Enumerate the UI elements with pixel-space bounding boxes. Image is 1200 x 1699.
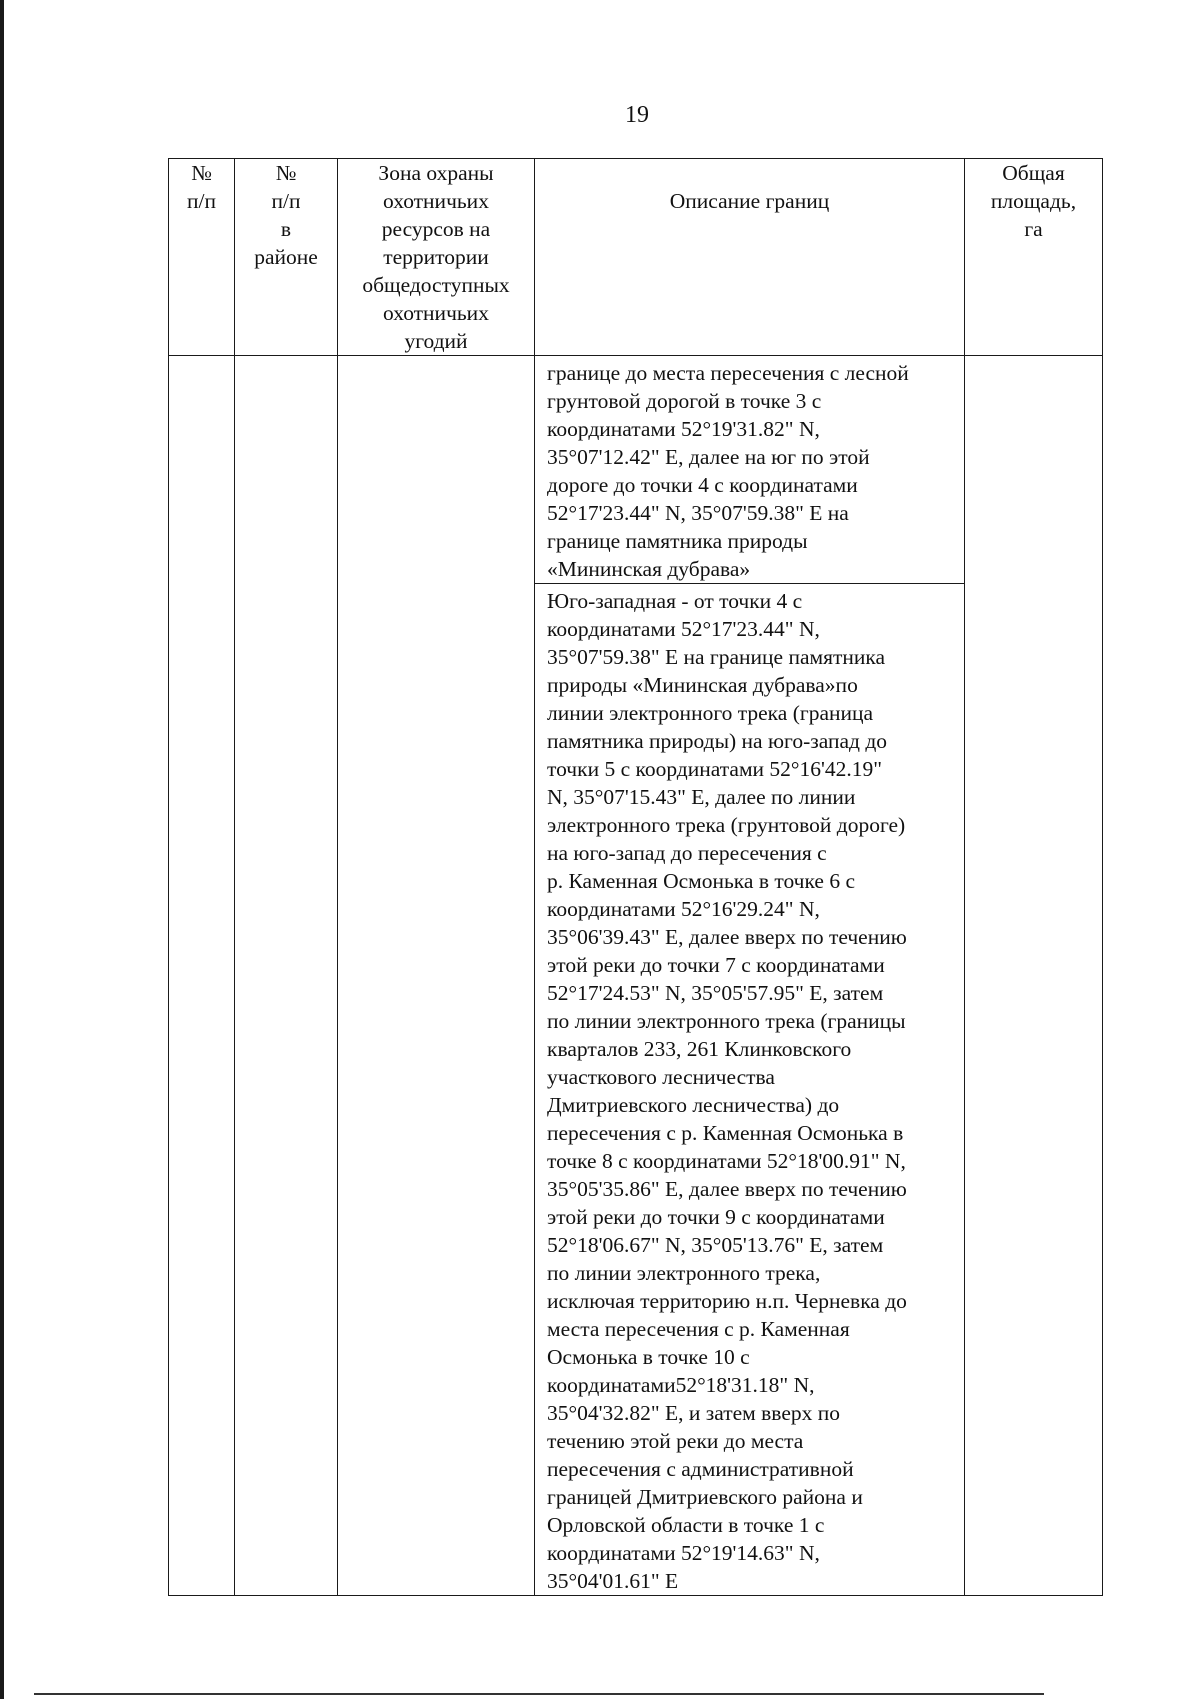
description-line: Осмонька в точке 10 с bbox=[547, 1345, 750, 1369]
header-zone bbox=[338, 159, 535, 356]
header-num-district-line: в bbox=[280, 217, 292, 241]
description-line: точке 8 с координатами 52°18'00.91" N, bbox=[547, 1149, 906, 1173]
description-part-2 bbox=[535, 583, 964, 1595]
cell-num bbox=[169, 356, 235, 1596]
page-number: 19 bbox=[625, 102, 649, 128]
description-line: 52°17'24.53" N, 35°05'57.95" Е, затем bbox=[547, 981, 884, 1005]
description-line: электронного трека (грунтовой дороге) bbox=[547, 813, 906, 837]
description-line: на юго-запад до пересечения с bbox=[547, 841, 827, 865]
cell-zone bbox=[338, 356, 535, 1596]
description-line: 35°04'32.82" Е, и затем вверх по bbox=[547, 1401, 841, 1425]
description-line: «Мининская дубрава» bbox=[547, 557, 751, 581]
header-num-line: № bbox=[191, 161, 212, 185]
description-line: точки 5 с координатами 52°16'42.19" bbox=[547, 757, 883, 781]
header-area-line: Общая bbox=[1002, 161, 1065, 185]
description-line: координатами 52°17'23.44" N, bbox=[547, 617, 820, 641]
header-zone-line: охотничьих bbox=[383, 189, 489, 213]
header-zone-line: охотничьих bbox=[383, 301, 489, 325]
description-line: 35°05'35.86" Е, далее вверх по течению bbox=[547, 1177, 907, 1201]
header-area-line: га bbox=[1024, 217, 1043, 241]
header-num-district-line: районе bbox=[254, 245, 318, 269]
description-line: Юго-западная - от точки 4 с bbox=[547, 589, 803, 613]
description-line: по линии электронного трека, bbox=[547, 1261, 821, 1285]
description-line: линии электронного трека (граница bbox=[547, 701, 874, 725]
cell-description bbox=[535, 356, 965, 1596]
description-line: кварталов 233, 261 Клинковского bbox=[547, 1037, 852, 1061]
table-row bbox=[169, 356, 1103, 1596]
description-line: пересечения с административной bbox=[547, 1457, 854, 1481]
boundary-table bbox=[168, 158, 1103, 1596]
description-line: течению этой реки до места bbox=[547, 1429, 804, 1453]
header-zone-line: территории bbox=[383, 245, 489, 269]
description-line: этой реки до точки 9 с координатами bbox=[547, 1205, 885, 1229]
table-header-row bbox=[169, 159, 1103, 356]
description-line: координатами52°18'31.18" N, bbox=[547, 1373, 815, 1397]
description-line: координатами 52°16'29.24" N, bbox=[547, 897, 820, 921]
header-zone-line: Зона охраны bbox=[378, 161, 494, 185]
cell-num-district bbox=[235, 356, 338, 1596]
description-line: границей Дмитриевского района и bbox=[547, 1485, 863, 1509]
description-line: дороге до точки 4 с координатами bbox=[547, 473, 858, 497]
header-num bbox=[169, 159, 235, 356]
description-line: 35°07'59.38" Е на границе памятника bbox=[547, 645, 886, 669]
description-line: грунтовой дорогой в точке 3 с bbox=[547, 389, 822, 413]
description-line: границе памятника природы bbox=[547, 529, 808, 553]
description-line: 52°17'23.44" N, 35°07'59.38" Е на bbox=[547, 501, 849, 525]
header-area bbox=[965, 159, 1103, 356]
description-part-1 bbox=[535, 356, 964, 583]
description-line: участкового лесничества bbox=[547, 1065, 775, 1089]
description-line: Орловской области в точке 1 с bbox=[547, 1513, 825, 1537]
description-line: 35°04'01.61" Е bbox=[547, 1569, 679, 1593]
description-line: исключая территорию н.п. Черневка до bbox=[547, 1289, 907, 1313]
description-line: Дмитриевского лесничества) до bbox=[547, 1093, 840, 1117]
header-zone-line: ресурсов на bbox=[381, 217, 491, 241]
description-line: 35°06'39.43" Е, далее вверх по течению bbox=[547, 925, 907, 949]
scan-left-edge bbox=[0, 0, 4, 1699]
header-num-line: п/п bbox=[187, 189, 216, 213]
header-num-district-line: п/п bbox=[271, 189, 301, 213]
description-line: 35°07'12.42" Е, далее на юг по этой bbox=[547, 445, 870, 469]
description-line: р. Каменная Осмонька в точке 6 с bbox=[547, 869, 855, 893]
description-line: места пересечения с р. Каменная bbox=[547, 1317, 850, 1341]
cell-area bbox=[965, 356, 1103, 1596]
description-line: пересечения с р. Каменная Осмонька в bbox=[547, 1121, 904, 1145]
description-line: природы «Мининская дубрава»по bbox=[547, 673, 858, 697]
description-line: 52°18'06.67" N, 35°05'13.76" Е, затем bbox=[547, 1233, 884, 1257]
header-description bbox=[535, 159, 965, 356]
description-line: N, 35°07'15.43" Е, далее по линии bbox=[547, 785, 856, 809]
header-area-line: площадь, bbox=[990, 189, 1077, 213]
scan-bottom-line bbox=[34, 1693, 1044, 1695]
header-description-label: Описание границ bbox=[669, 189, 830, 213]
description-line: границе до места пересечения с лесной bbox=[547, 361, 909, 385]
header-zone-line: общедоступных bbox=[362, 273, 510, 297]
header-num-district bbox=[235, 159, 338, 356]
description-line: этой реки до точки 7 с координатами bbox=[547, 953, 885, 977]
description-line: координатами 52°19'31.82" N, bbox=[547, 417, 820, 441]
description-line: координатами 52°19'14.63" N, bbox=[547, 1541, 820, 1565]
header-num-district-line: № bbox=[275, 161, 297, 185]
description-line: памятника природы) на юго-запад до bbox=[547, 729, 888, 753]
description-line: по линии электронного трека (границы bbox=[547, 1009, 906, 1033]
header-zone-line: угодий bbox=[404, 329, 468, 353]
